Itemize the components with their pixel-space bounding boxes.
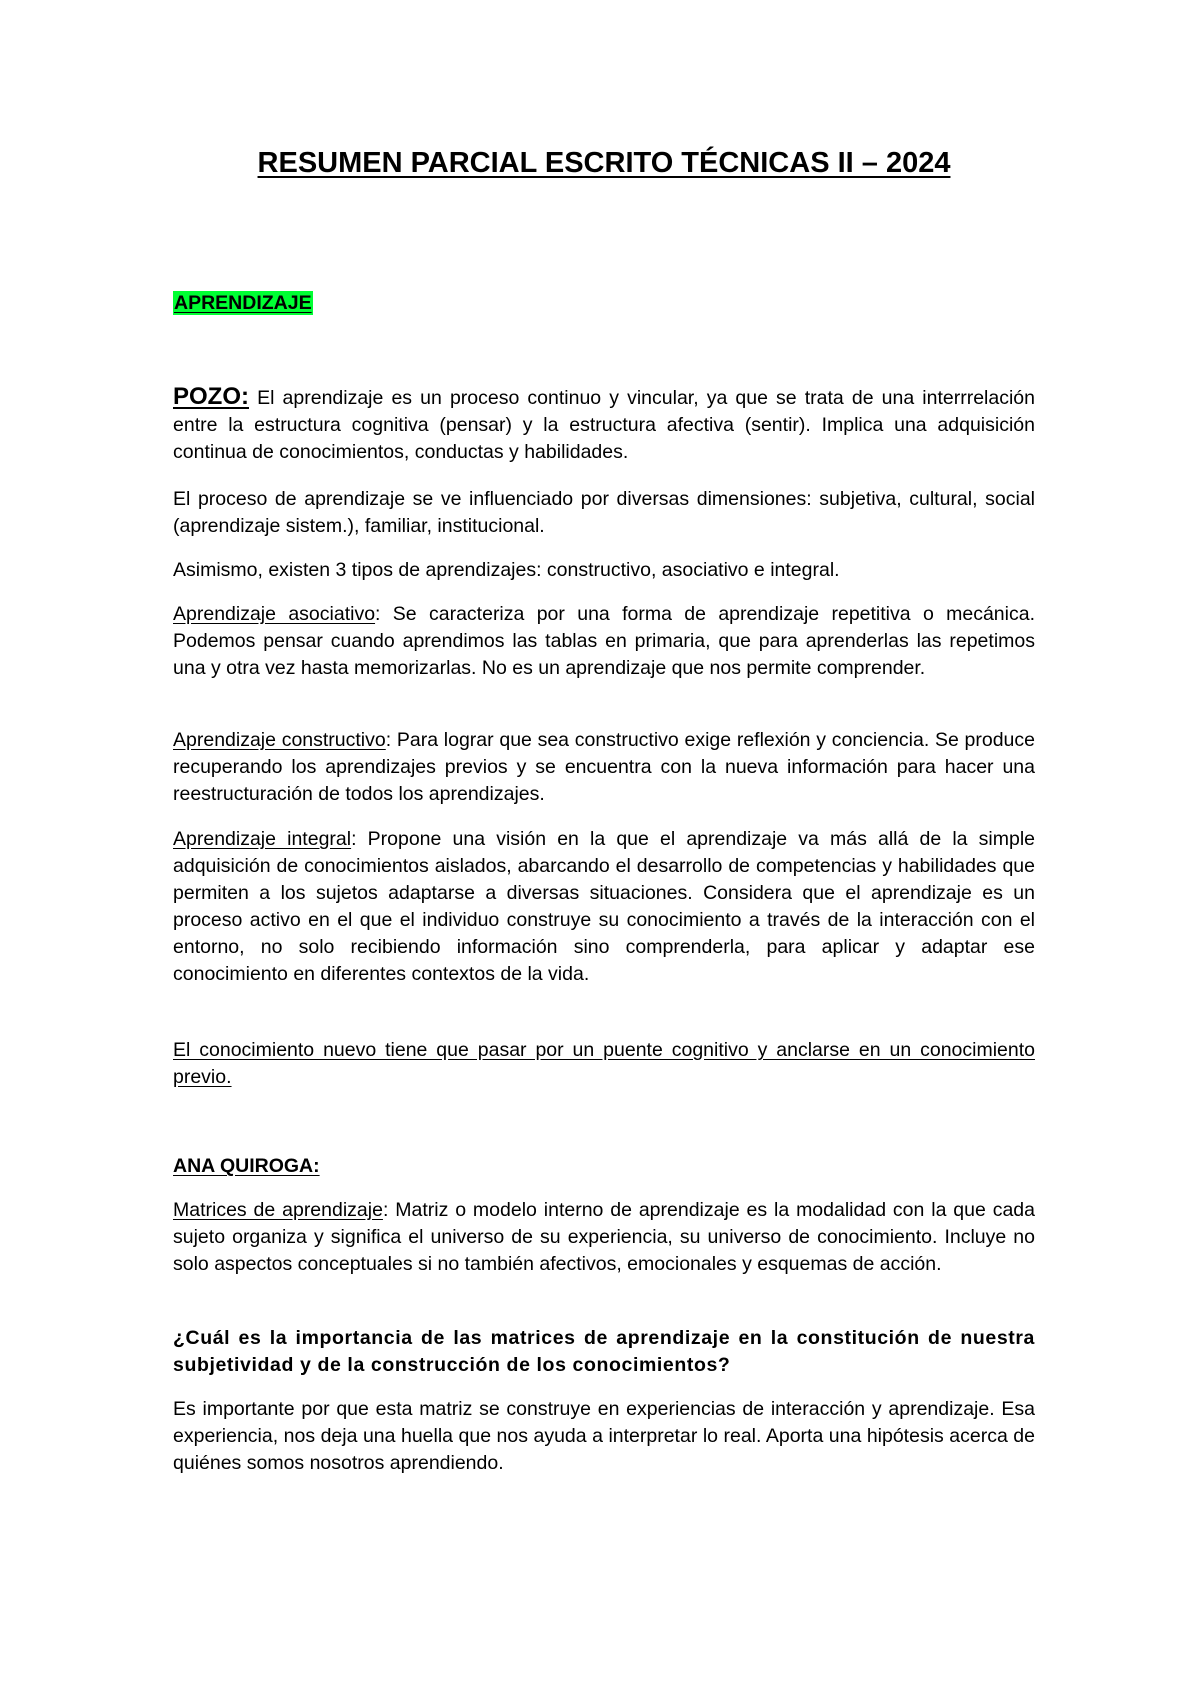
section-heading-aprendizaje xyxy=(173,290,313,317)
paragraph-integral xyxy=(173,826,1035,988)
matrices-text: : Matriz o modelo interno de aprendizaje es la modalidad con la que cada sujeto organiza y significa el universo de su experiencia, su universo de conocimiento. Incluye no solo aspectos conceptuales si no también afectivos, emocionales y esquemas de acción. xyxy=(173,1199,1035,1275)
paragraph-asociativo xyxy=(173,601,1035,682)
integral-label: Aprendizaje integral xyxy=(173,828,352,850)
section-heading-ana-quiroga: ANA QUIROGA: xyxy=(173,1155,320,1177)
paragraph-respuesta: Es importante por que esta matriz se construye en experiencias de interacción y aprendizaje. Esa experiencia, nos deja una huella que nos ayuda a interpretar lo real. Aporta una hipótesis acerca de quiénes somos nosotros aprendiendo. xyxy=(173,1398,1035,1474)
pozo-label: POZO: xyxy=(173,383,249,410)
paragraph-dimensiones: El proceso de aprendizaje se ve influenciado por diversas dimensiones: subjetiva, cultural, social (aprendizaje sistem.), familiar, institucional. xyxy=(173,488,1035,537)
paragraph-constructivo xyxy=(173,727,1035,808)
paragraph-matrices xyxy=(173,1197,1035,1278)
document-title: RESUMEN PARCIAL ESCRITO TÉCNICAS II – 2024 xyxy=(257,147,951,179)
asociativo-text: : Se caracteriza por una forma de aprendizaje repetitiva o mecánica. Podemos pensar cuando aprendimos las tablas en primaria, que para aprenderlas las repetimos una y otra vez hasta memorizarlas. No es un aprendizaje que nos permite comprender. xyxy=(173,603,1035,679)
matrices-label: Matrices de aprendizaje xyxy=(173,1199,383,1221)
integral-text: : Propone una visión en la que el aprendizaje va más allá de la simple adquisición de conocimientos aislados, abarcando el desarrollo de competencias y habilidades que permiten a los sujetos adaptarse a diversas situaciones. Considera que el aprendizaje es un proceso activo en el que el individuo construye su conocimiento a través de la interacción con el entorno, no solo recibiendo información sino comprenderla, para aplicar y adaptar ese conocimiento en diferentes contextos de la vida. xyxy=(173,828,1036,985)
question-importancia: ¿Cuál es la importancia de las matrices de aprendizaje en la constitución de nuestra subjetividad y de la construcción de los conocimientos? xyxy=(173,1327,1035,1376)
paragraph-puente-cognitivo: El conocimiento nuevo tiene que pasar por un puente cognitivo y anclarse en un conocimiento previo. xyxy=(173,1039,1035,1088)
highlighted-heading: APRENDIZAJE xyxy=(174,292,312,314)
constructivo-text: : Para lograr que sea constructivo exige reflexión y conciencia. Se produce recuperando los aprendizajes previos y se encuentra con la nueva información para hacer una reestructuración de todos los aprendizajes. xyxy=(173,729,1035,805)
pozo-text: El aprendizaje es un proceso continuo y vincular, ya que se trata de una interrrelación entre la estructura cognitiva (pensar) y la estructura afectiva (sentir). Implica una adquisición continua de conocimientos, conductas y habilidades. xyxy=(173,387,1035,463)
asociativo-label: Aprendizaje asociativo xyxy=(173,603,376,625)
constructivo-label: Aprendizaje constructivo xyxy=(173,729,386,751)
paragraph-tipos: Asimismo, existen 3 tipos de aprendizajes: constructivo, asociativo e integral. xyxy=(173,559,840,581)
paragraph-pozo xyxy=(173,383,1035,466)
